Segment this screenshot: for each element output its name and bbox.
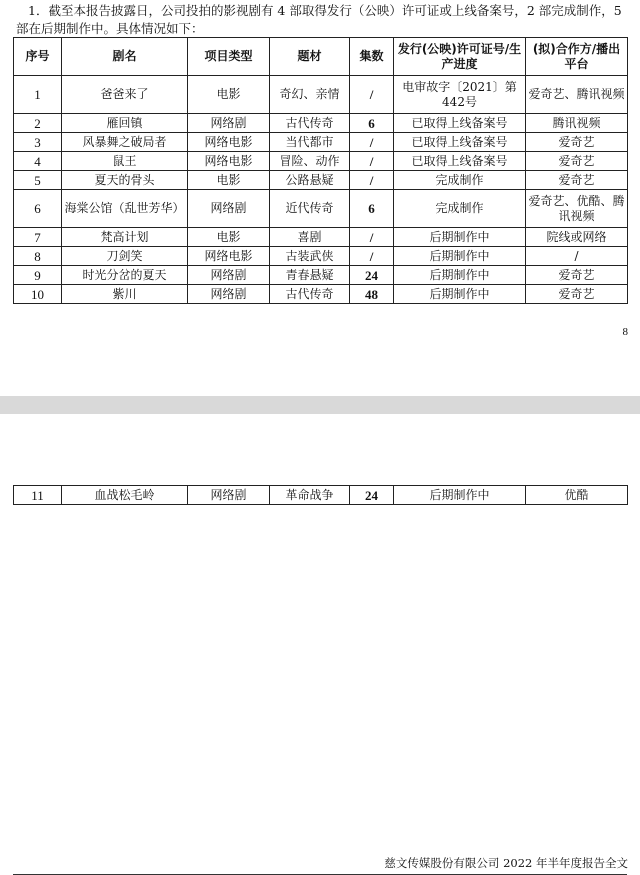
table-row xyxy=(14,133,628,152)
cell-status: 后期制作中 xyxy=(394,285,526,304)
cell-status: 已取得上线备案号 xyxy=(394,114,526,133)
table-row xyxy=(14,247,628,266)
cell-status: 后期制作中 xyxy=(394,228,526,247)
cell-status: 电审故字〔2021〕第442号 xyxy=(394,76,526,114)
cell-title: 雁回镇 xyxy=(62,114,188,133)
cell-partner: 爱奇艺 xyxy=(526,152,628,171)
cell-episodes: 6 xyxy=(350,190,394,228)
cell-type: 网络剧 xyxy=(188,114,270,133)
header-no: 序号 xyxy=(14,38,62,76)
cell-no: 9 xyxy=(14,266,62,285)
cell-type: 网络剧 xyxy=(188,285,270,304)
table-row xyxy=(14,171,628,190)
cell-genre: 冒险、动作 xyxy=(270,152,350,171)
cell-episodes: / xyxy=(350,76,394,114)
cell-no: 5 xyxy=(14,171,62,190)
film-projects-table-continued xyxy=(13,485,628,505)
cell-genre: 古代传奇 xyxy=(270,114,350,133)
cell-status: 已取得上线备案号 xyxy=(394,133,526,152)
table-header-row xyxy=(14,38,628,76)
cell-genre: 喜剧 xyxy=(270,228,350,247)
cell-episodes: 48 xyxy=(350,285,394,304)
cell-genre: 近代传奇 xyxy=(270,190,350,228)
cell-episodes: / xyxy=(350,171,394,190)
cell-title: 鼠王 xyxy=(62,152,188,171)
cell-no: 2 xyxy=(14,114,62,133)
table-row xyxy=(14,76,628,114)
header-type: 项目类型 xyxy=(188,38,270,76)
cell-no: 1 xyxy=(14,76,62,114)
cell-partner: 腾讯视频 xyxy=(526,114,628,133)
cell-type: 电影 xyxy=(188,171,270,190)
running-header: 慈文传媒股份有限公司 2022 年半年度报告全文 xyxy=(384,856,628,870)
cell-title: 血战松毛岭 xyxy=(62,486,188,505)
cell-type: 网络剧 xyxy=(188,266,270,285)
table-row xyxy=(14,285,628,304)
cell-episodes: 24 xyxy=(350,486,394,505)
cell-partner: 院线或网络 xyxy=(526,228,628,247)
cell-type: 网络电影 xyxy=(188,133,270,152)
cell-genre: 革命战争 xyxy=(270,486,350,505)
cell-no: 8 xyxy=(14,247,62,266)
cell-title: 夏天的骨头 xyxy=(62,171,188,190)
cell-no: 11 xyxy=(14,486,62,505)
film-projects-table xyxy=(13,37,628,304)
cell-partner: 爱奇艺 xyxy=(526,133,628,152)
cell-episodes: / xyxy=(350,247,394,266)
cell-genre: 青春悬疑 xyxy=(270,266,350,285)
cell-genre: 公路悬疑 xyxy=(270,171,350,190)
cell-type: 网络剧 xyxy=(188,190,270,228)
cell-episodes: 6 xyxy=(350,114,394,133)
page-separator xyxy=(0,396,640,414)
header-status: 发行(公映)许可证号/生产进度 xyxy=(394,38,526,76)
cell-partner: 爱奇艺 xyxy=(526,171,628,190)
cell-episodes: / xyxy=(350,228,394,247)
cell-partner: 爱奇艺、腾讯视频 xyxy=(526,76,628,114)
cell-status: 后期制作中 xyxy=(394,266,526,285)
cell-status: 完成制作 xyxy=(394,190,526,228)
header-partner: (拟)合作方/播出平台 xyxy=(526,38,628,76)
cell-type: 网络剧 xyxy=(188,486,270,505)
cell-title: 时光分岔的夏天 xyxy=(62,266,188,285)
cell-partner: / xyxy=(526,247,628,266)
cell-type: 电影 xyxy=(188,228,270,247)
cell-title: 风暴舞之破局者 xyxy=(62,133,188,152)
cell-type: 网络电影 xyxy=(188,247,270,266)
cell-status: 完成制作 xyxy=(394,171,526,190)
table-row xyxy=(14,266,628,285)
cell-title: 海棠公馆（乱世芳华） xyxy=(62,190,188,228)
cell-title: 紫川 xyxy=(62,285,188,304)
table-row xyxy=(14,152,628,171)
cell-status: 后期制作中 xyxy=(394,486,526,505)
table-row xyxy=(14,486,628,505)
cell-title: 爸爸来了 xyxy=(62,76,188,114)
cell-status: 已取得上线备案号 xyxy=(394,152,526,171)
table-row xyxy=(14,190,628,228)
intro-paragraph: 1．截至本报告披露日，公司投拍的影视剧有 4 部取得发行（公映）许可证或上线备案号，2 部完成制作，5 部在后期制作中。具体情况如下： xyxy=(16,3,622,36)
table-row xyxy=(14,114,628,133)
header-title: 剧名 xyxy=(62,38,188,76)
cell-status: 后期制作中 xyxy=(394,247,526,266)
cell-no: 6 xyxy=(14,190,62,228)
cell-partner: 爱奇艺、优酷、腾讯视频 xyxy=(526,190,628,228)
cell-no: 10 xyxy=(14,285,62,304)
page-top xyxy=(0,0,640,396)
cell-genre: 奇幻、亲情 xyxy=(270,76,350,114)
cell-title: 梵高计划 xyxy=(62,228,188,247)
cell-episodes: 24 xyxy=(350,266,394,285)
header-genre: 题材 xyxy=(270,38,350,76)
header-episodes: 集数 xyxy=(350,38,394,76)
cell-partner: 爱奇艺 xyxy=(526,266,628,285)
cell-no: 3 xyxy=(14,133,62,152)
cell-type: 网络电影 xyxy=(188,152,270,171)
page-number: 8 xyxy=(622,326,628,338)
table-row xyxy=(14,228,628,247)
cell-no: 4 xyxy=(14,152,62,171)
cell-episodes: / xyxy=(350,133,394,152)
cell-genre: 古装武侠 xyxy=(270,247,350,266)
cell-type: 电影 xyxy=(188,76,270,114)
cell-partner: 优酷 xyxy=(526,486,628,505)
cell-partner: 爱奇艺 xyxy=(526,285,628,304)
cell-no: 7 xyxy=(14,228,62,247)
cell-title: 刀剑笑 xyxy=(62,247,188,266)
cell-episodes: / xyxy=(350,152,394,171)
cell-genre: 当代都市 xyxy=(270,133,350,152)
cell-genre: 古代传奇 xyxy=(270,285,350,304)
